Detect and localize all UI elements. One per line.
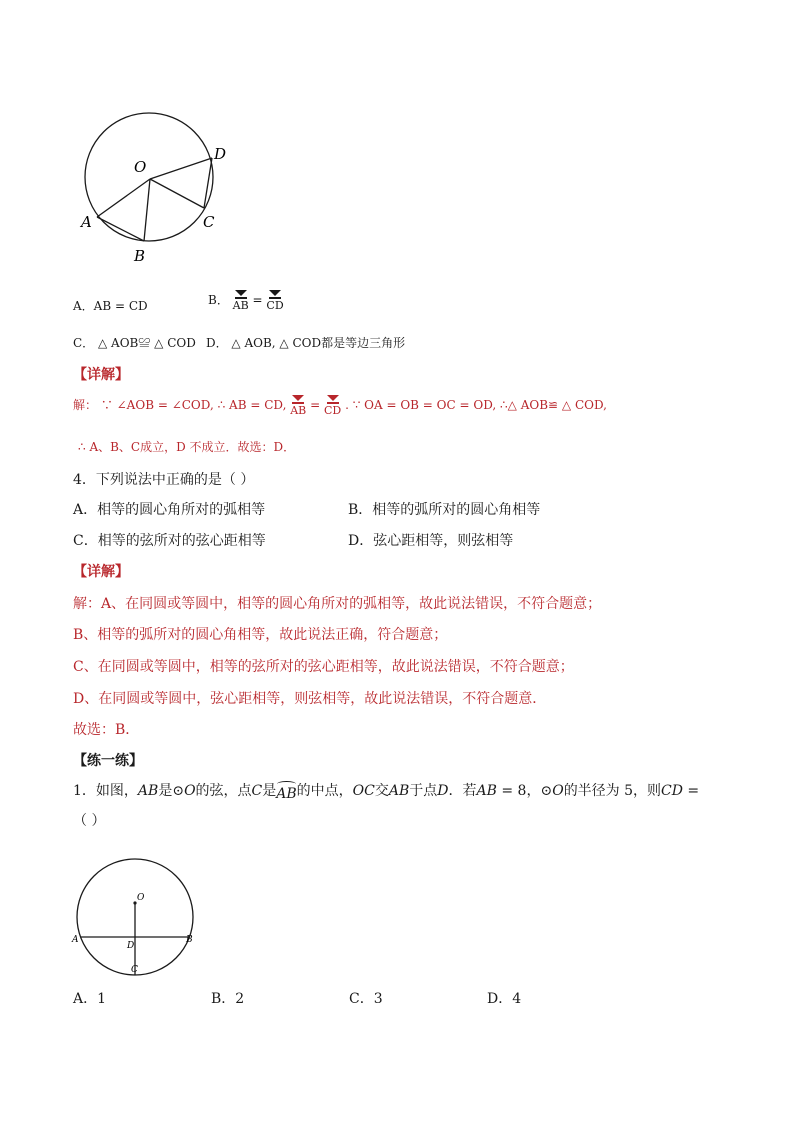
q1-arc-ab-label: AB [276, 786, 297, 802]
q1-arc-ab [276, 781, 296, 801]
q4-answer: 故选：B． [73, 722, 140, 738]
practice-q1-stem [73, 780, 699, 801]
practice-option-d: D．4 [487, 991, 522, 1007]
segment-OB [144, 179, 150, 241]
q1-text-8: ．若 [448, 783, 477, 799]
q1-text-10: 的半径为 5，则 [563, 783, 662, 799]
arc-cd-label: CD [266, 299, 284, 312]
practice-heading: 【练一练】 [73, 753, 143, 769]
q1-text-6: 交 [374, 783, 389, 799]
segment-OD [150, 158, 212, 179]
q3-solution-part-a: 解： ∵ ∠AOB = ∠COD, ∴ AB = CD, [73, 398, 287, 412]
practice-q1-paren: （ ） [73, 813, 106, 829]
q1-text-7: 于点 [409, 783, 438, 799]
q1-var-oc: OC [352, 783, 375, 799]
q1-text-3: 的弦，点 [195, 783, 252, 799]
q3-solution-line-1 [73, 395, 607, 416]
q4-option-c: C．相等的弦所对的弦心距相等 [73, 533, 266, 549]
q4-option-d: D．弦心距相等，则弦相等 [348, 533, 514, 549]
label-O: O [134, 158, 147, 176]
q4-solution-c: C、在同圆或等圆中，相等的弦所对的弦心距相等，故此说法错误，不符合题意； [73, 659, 574, 675]
practice-option-a: A．1 [73, 991, 107, 1007]
solution-arc-cd-symbol [324, 395, 341, 416]
segment-AB [97, 217, 144, 241]
q3-detail-heading: 【详解】 [73, 367, 129, 383]
q4-stem: 4．下列说法中正确的是（ ） [73, 472, 255, 488]
q1-text-5: 的中点， [296, 783, 353, 799]
q1-text-1: 1．如图， [73, 783, 138, 799]
label-O: O [137, 893, 145, 903]
circle-figure-1 [70, 95, 240, 270]
solution-equals-sign: = [310, 398, 321, 412]
circle-outline [85, 113, 213, 241]
q3-solution-line-2: ∴ A、B、C成立，D 不成立．故选：D． [78, 440, 296, 454]
arc-ab-label: AB [232, 299, 249, 312]
solution-arc-ab-symbol [290, 395, 306, 416]
q1-var-c: C [251, 783, 263, 799]
q1-text-4: 是 [262, 783, 277, 799]
q3-option-c: C． △ AOB≌ △ COD [73, 336, 196, 350]
q3-option-d: D． △ AOB, △ COD都是等边三角形 [206, 336, 406, 350]
arc-ab-symbol [233, 290, 249, 311]
practice-option-c: C．3 [349, 991, 383, 1007]
q3-option-b-prefix: B． [208, 293, 229, 307]
q4-detail-heading: 【详解】 [73, 564, 129, 580]
q3-solution-part-b: . ∵ OA = OB = OC = OD, ∴△ AOB≌ △ COD, [345, 398, 607, 412]
q1-var-o: O [184, 783, 196, 799]
label-C: C [131, 965, 138, 975]
solution-arc-ab-label: AB [290, 404, 307, 417]
q4-solution-a: 解：A、在同圆或等圆中，相等的圆心角所对的弧相等，故此说法错误，不符合题意； [73, 596, 602, 612]
arc-cd-symbol [266, 290, 283, 311]
q1-text-9: = 8，⊙ [496, 783, 553, 799]
practice-option-b: B．2 [211, 991, 245, 1007]
q1-var-cd: CD [661, 783, 683, 799]
label-B: B [134, 247, 146, 265]
q3-option-a: A．AB = CD [73, 299, 148, 313]
circle-figure-2 [70, 852, 200, 982]
label-A: A [81, 213, 92, 231]
q4-solution-b: B、相等的弧所对的圆心角相等，故此说法正确，符合题意； [73, 627, 448, 643]
label-D: D [214, 145, 227, 163]
q4-option-a: A．相等的圆心角所对的弧相等 [73, 502, 266, 518]
label-A: A [72, 935, 79, 945]
equals-sign: = [252, 293, 263, 307]
q4-option-b: B．相等的弧所对的圆心角相等 [348, 502, 541, 518]
label-C: C [203, 213, 215, 231]
segment-OA [97, 179, 150, 217]
solution-arc-cd-label: CD [323, 404, 342, 417]
q1-text-11: = [682, 783, 700, 799]
label-D: D [127, 941, 135, 951]
q1-var-d: D [437, 783, 449, 799]
q1-var-ab-2: AB [388, 783, 410, 799]
q1-text-2: 是⊙ [158, 783, 185, 799]
q4-solution-d: D、在同圆或等圆中，弦心距相等，则弦相等，故此说法错误，不符合题意． [73, 691, 547, 707]
q1-var-ab-3: AB [476, 783, 497, 799]
label-B: B [186, 935, 193, 945]
q1-var-o-2: O [552, 783, 564, 799]
q3-option-b [208, 290, 284, 311]
q1-var-ab: AB [137, 783, 159, 799]
segment-OC [150, 179, 204, 208]
